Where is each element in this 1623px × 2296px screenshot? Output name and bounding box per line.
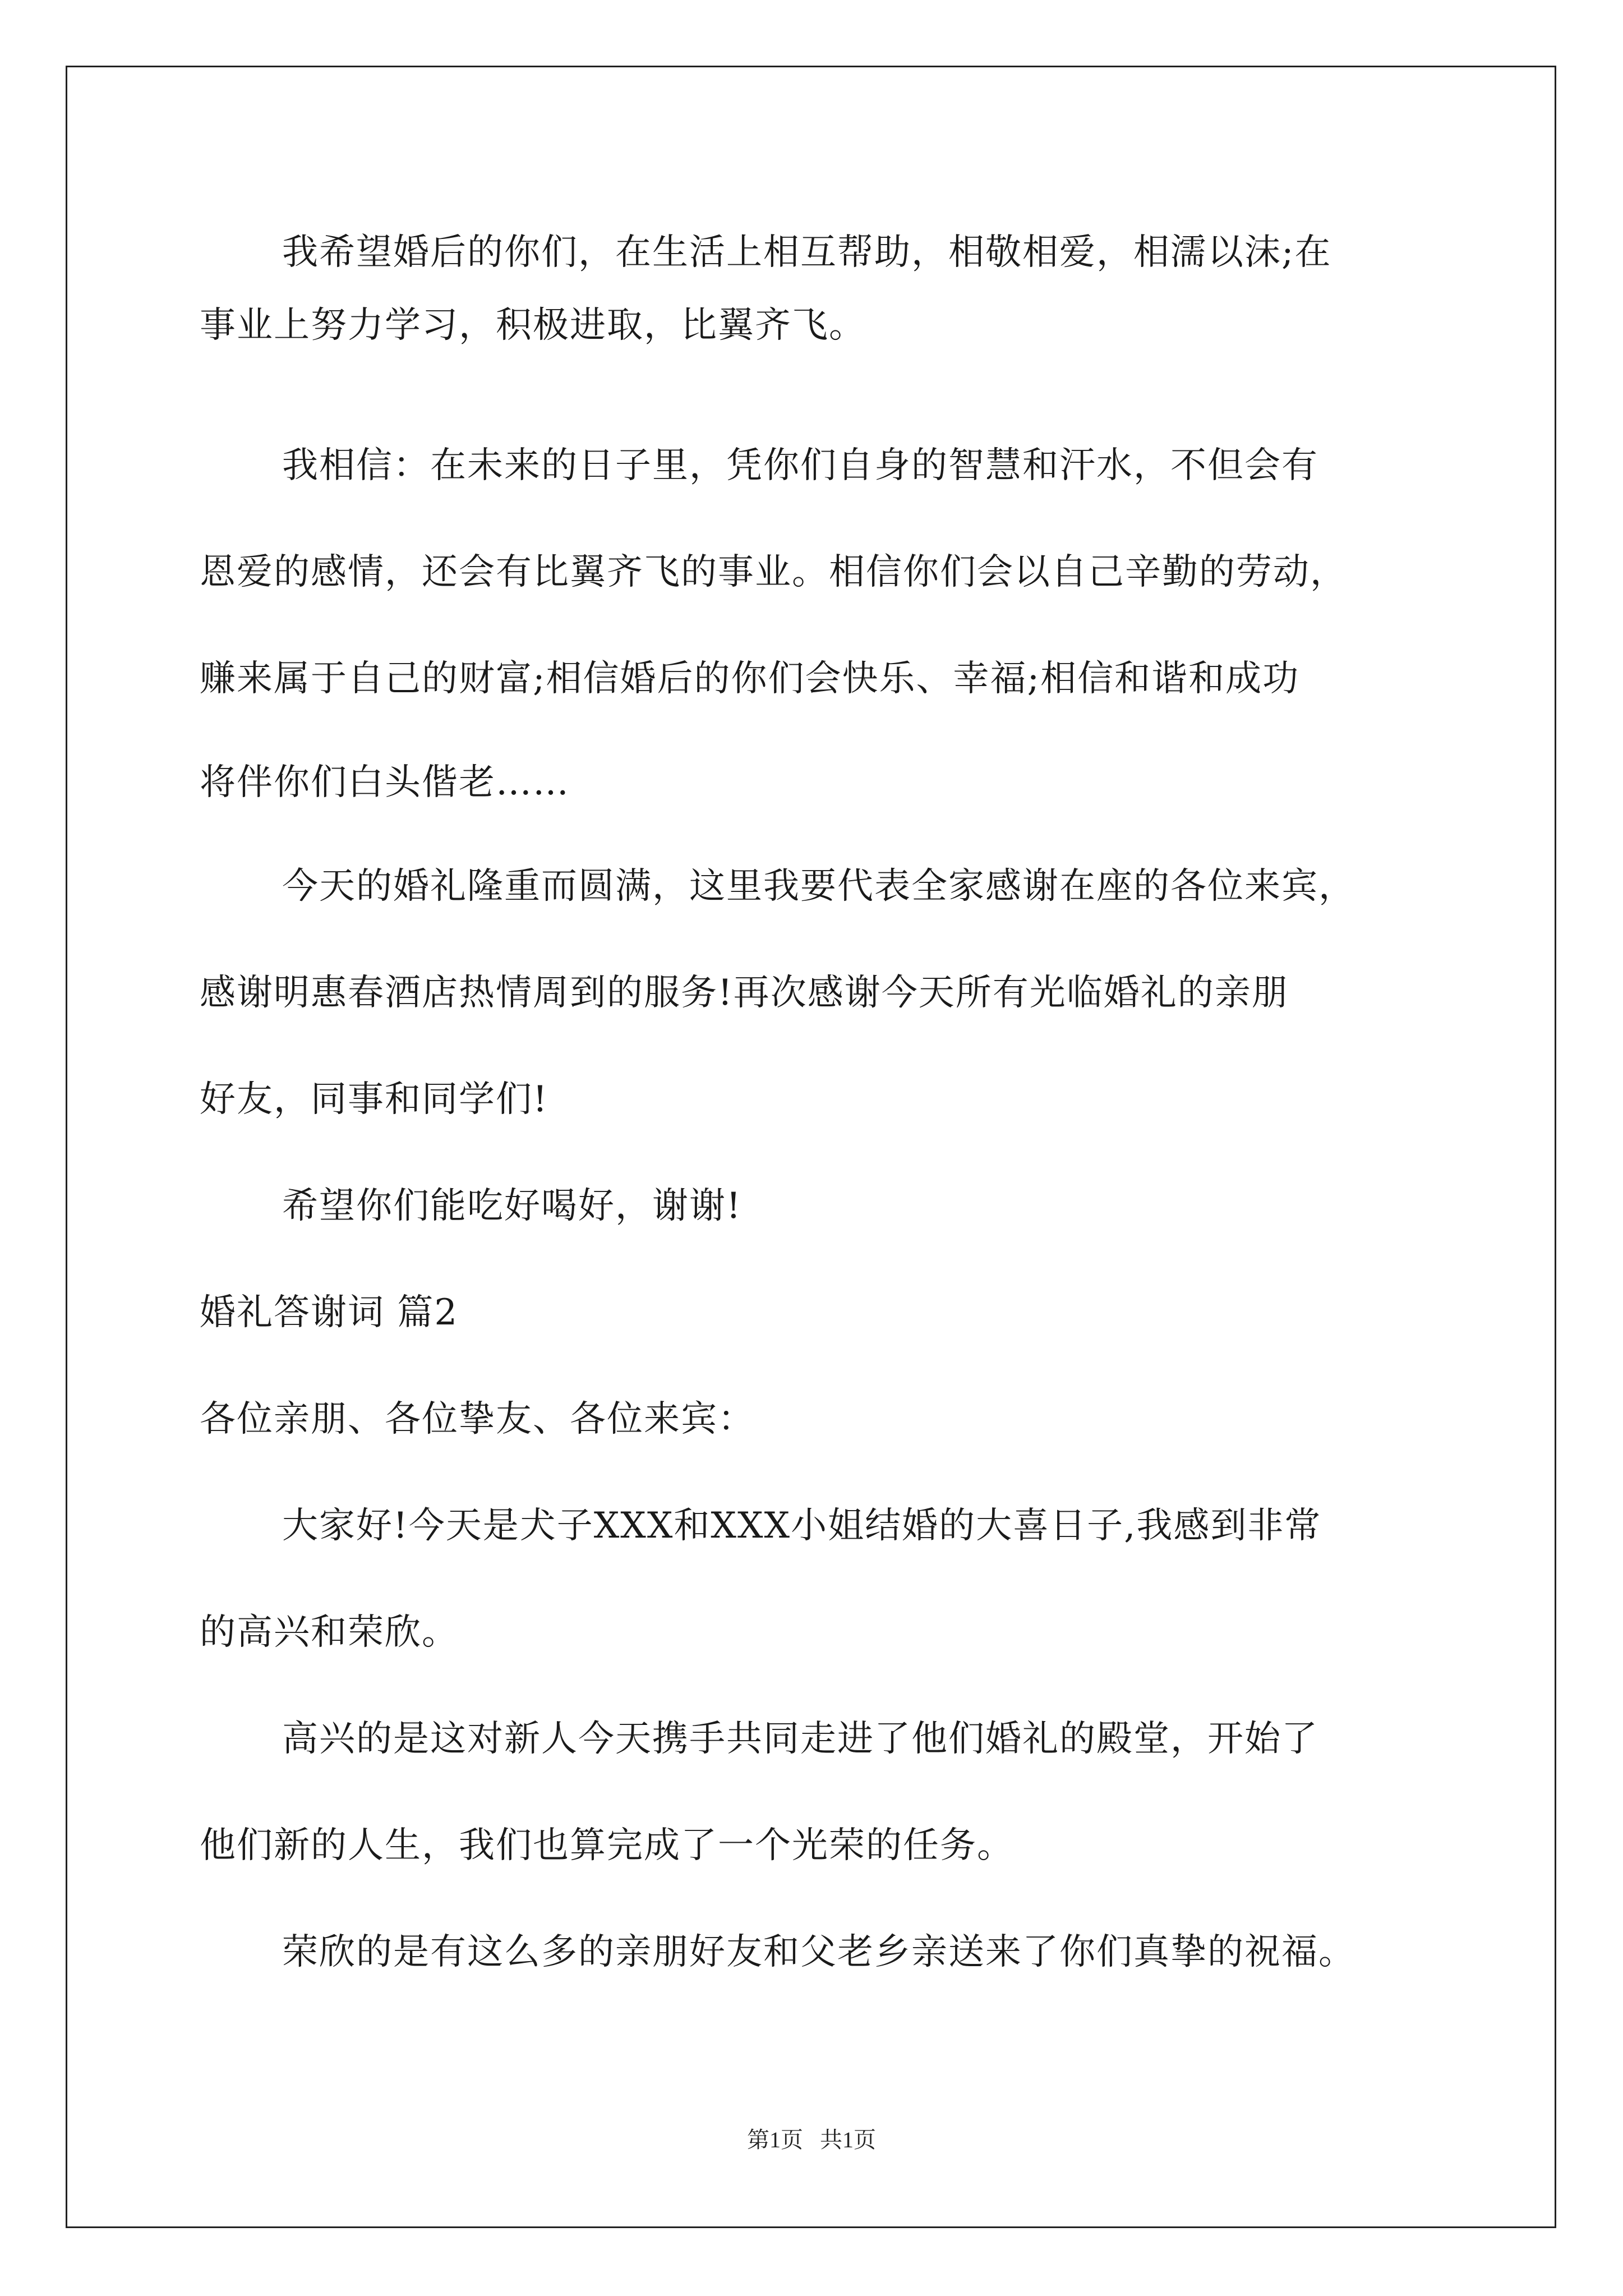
paragraph-line: 赚来属于自己的财富;相信婚后的你们会快乐、幸福;相信和谐和成功 bbox=[200, 658, 1300, 700]
paragraph-line: 恩爱的感情，还会有比翼齐飞的事业。相信你们会以自己辛勤的劳动， bbox=[200, 551, 1347, 593]
paragraph-line: 我相信：在未来的日子里，凭你们自身的智慧和汗水，不但会有 bbox=[282, 445, 1318, 486]
paragraph-line: 他们新的人生，我们也算完成了一个光荣的任务。 bbox=[200, 1825, 1014, 1866]
paragraph-line: 我希望婚后的你们，在生活上相互帮助，相敬相爱，相濡以沫;在 bbox=[282, 232, 1332, 273]
paragraph-line: 希望你们能吃好喝好，谢谢! bbox=[282, 1185, 742, 1227]
paragraph-line: 大家好!今天是犬子XXX和XXX小姐结婚的大喜日子,我感到非常 bbox=[282, 1505, 1322, 1547]
page-border bbox=[66, 66, 1556, 2228]
page-footer: 第1页 共1页 bbox=[747, 2127, 876, 2152]
paragraph-line: 事业上努力学习，积极进取，比翼齐飞。 bbox=[200, 305, 866, 346]
paragraph-line: 将伴你们白头偕老…… bbox=[200, 762, 570, 803]
paragraph-line: 荣欣的是有这么多的亲朋好友和父老乡亲送来了你们真挚的祝福。 bbox=[282, 1931, 1355, 1973]
section-heading: 婚礼答谢词 篇2 bbox=[200, 1292, 459, 1333]
paragraph-line: 高兴的是这对新人今天携手共同走进了他们婚礼的殿堂，开始了 bbox=[282, 1718, 1318, 1760]
paragraph-line: 感谢明惠春酒店热情周到的服务!再次感谢今天所有光临婚礼的亲朋 bbox=[200, 972, 1289, 1014]
paragraph-line: 好友，同事和同学们! bbox=[200, 1079, 548, 1120]
paragraph-line: 的高兴和荣欣。 bbox=[200, 1612, 459, 1653]
paragraph-line: 今天的婚礼隆重而圆满，这里我要代表全家感谢在座的各位来宾， bbox=[282, 866, 1355, 907]
salutation-line: 各位亲朋、各位挚友、各位来宾： bbox=[200, 1398, 755, 1440]
